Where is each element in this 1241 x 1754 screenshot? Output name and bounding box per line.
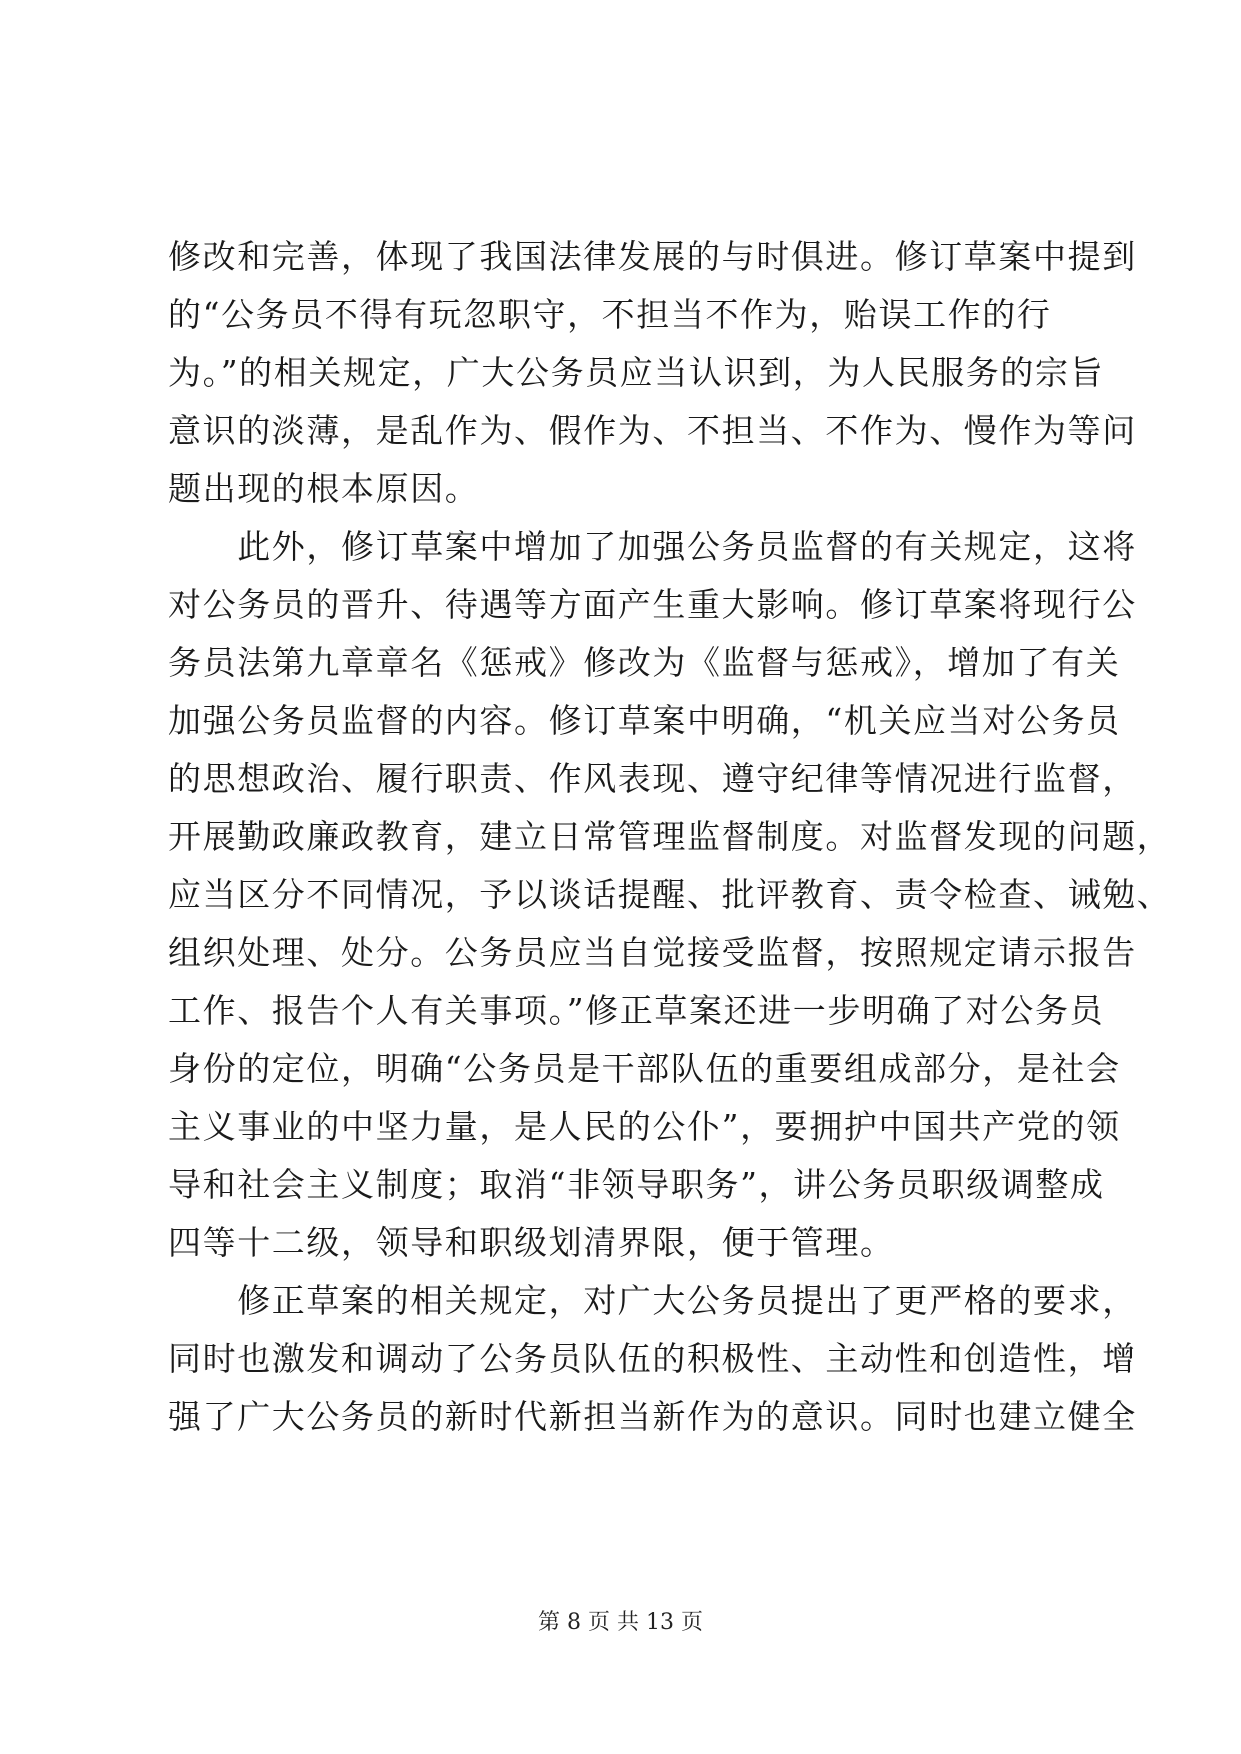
text-line: 务员法第九章章名《惩戒》修改为《监督与惩戒》，增加了有关 xyxy=(168,643,1121,682)
text-line: 此外，修订草案中增加了加强公务员监督的有关规定，这将 xyxy=(168,527,1137,566)
text-line: 主义事业的中坚力量，是人民的公仆”，要拥护中国共产党的领 xyxy=(168,1107,1121,1146)
text-line: 加强公务员监督的内容。修订草案中明确，“机关应当对公务员 xyxy=(168,701,1121,740)
text-line: 题出现的根本原因。 xyxy=(168,469,480,508)
text-line: 身份的定位，明确“公务员是干部队伍的重要组成部分，是社会 xyxy=(168,1049,1121,1088)
text-line: 的思想政治、履行职责、作风表现、遵守纪律等情况进行监督， xyxy=(168,759,1137,798)
text-line: 开展勤政廉政教育，建立日常管理监督制度。对监督发现的问题， xyxy=(168,817,1172,856)
text-line: 修正草案的相关规定，对广大公务员提出了更严格的要求， xyxy=(168,1281,1137,1320)
text-line: 为。”的相关规定，广大公务员应当认识到，为人民服务的宗旨 xyxy=(168,353,1105,392)
text-line: 应当区分不同情况，予以谈话提醒、批评教育、责令检查、诫勉、 xyxy=(168,875,1172,914)
text-line: 同时也激发和调动了公务员队伍的积极性、主动性和创造性，增 xyxy=(168,1339,1137,1378)
text-line: 强了广大公务员的新时代新担当新作为的意识。同时也建立健全 xyxy=(168,1397,1137,1436)
body-text xyxy=(168,228,1172,1446)
text-line: 对公务员的晋升、待遇等方面产生重大影响。修订草案将现行公 xyxy=(168,585,1137,624)
text-line: 四等十二级，领导和职级划清界限，便于管理。 xyxy=(168,1223,895,1262)
text-line: 组织处理、处分。公务员应当自觉接受监督，按照规定请示报告 xyxy=(168,933,1137,972)
text-line: 导和社会主义制度；取消“非领导职务”，讲公务员职级调整成 xyxy=(168,1165,1105,1204)
text-line: 工作、报告个人有关事项。”修正草案还进一步明确了对公务员 xyxy=(168,991,1105,1030)
page-footer: 第 8 页 共 13 页 xyxy=(538,1610,703,1635)
text-line: 的“公务员不得有玩忽职守，不担当不作为，贻误工作的行 xyxy=(168,295,1052,334)
text-line: 意识的淡薄，是乱作为、假作为、不担当、不作为、慢作为等问 xyxy=(168,411,1137,450)
text-line: 修改和完善，体现了我国法律发展的与时俱进。修订草案中提到 xyxy=(168,237,1137,276)
